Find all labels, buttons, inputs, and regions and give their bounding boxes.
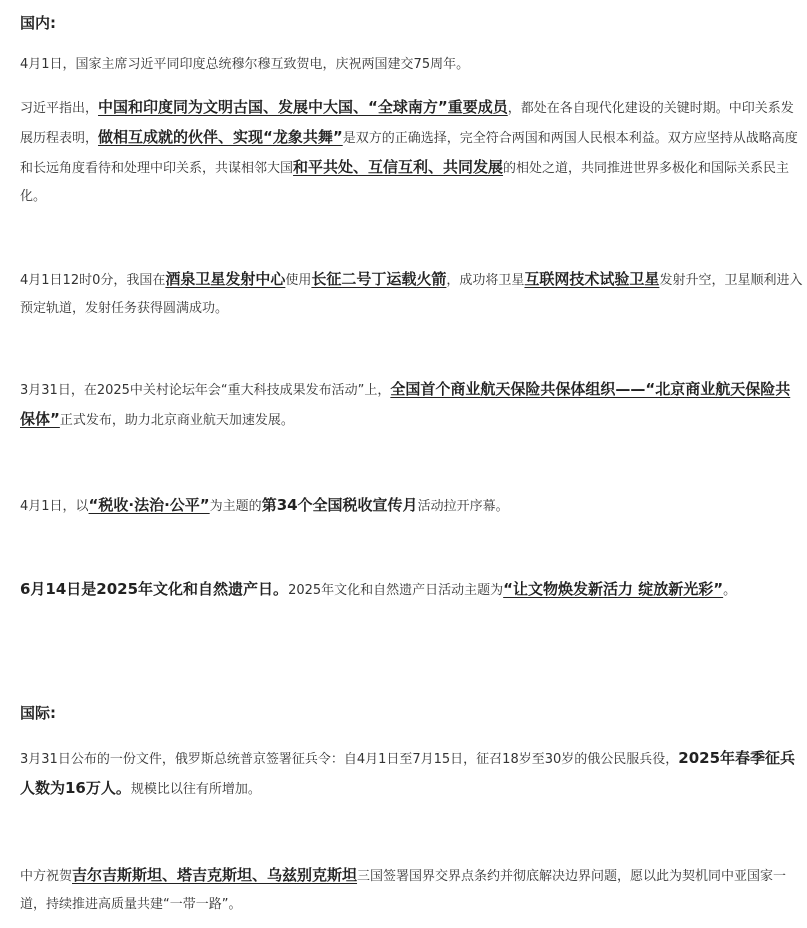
text-run: 发射升空，卫星顺利进入预定轨道，发射任务获得圆满成功。 — [20, 273, 803, 316]
text-run: 活动拉开序幕。 — [417, 499, 509, 514]
text-run: ，都处在各自现代化建设的关键时期。中印关系发展历程表明， — [20, 101, 794, 146]
highlight-link[interactable]: 长征二号丁运载火箭 — [311, 270, 447, 288]
text-run: 2025年文化和自然遗产日活动主题为 — [288, 583, 504, 598]
highlight-link[interactable]: 全国首个商业航天保险共保体组织——“北京商业航天保险共保体” — [20, 380, 791, 428]
domestic-paragraph-1: 4月1日，国家主席习近平同印度总统穆尔穆互致贺电，庆祝两国建交75周年。 — [20, 57, 470, 72]
domestic-section-title: 国内: — [20, 14, 56, 32]
text-run: ，成功将卫星 — [446, 273, 525, 288]
text-run: 正式发布，助力北京商业航天加速发展。 — [59, 413, 294, 428]
highlight-link[interactable]: 中国和印度同为文明古国、发展中大国、“全球南方”重要成员 — [98, 98, 508, 116]
highlight-link[interactable]: “让文物焕发新活力 绽放新光彩” — [503, 580, 724, 598]
domestic-paragraph-5 — [20, 491, 803, 521]
text-run: 为主题的 — [209, 499, 262, 514]
highlight-link[interactable]: 吉尔吉斯斯坦、塔吉克斯坦、乌兹别克斯坦 — [72, 866, 358, 884]
bold-text: 2025年春季征兵人数为16万人。 — [20, 749, 796, 797]
highlight-link[interactable]: 互联网技术试验卫星 — [524, 270, 660, 288]
international-paragraph-2 — [20, 861, 803, 919]
international-paragraph-1 — [20, 744, 803, 804]
text-run: 规模比以往有所增加。 — [130, 782, 261, 797]
text-run: 3月31日公布的一份文件，俄罗斯总统普京签署征兵令：自4月1日至7月15日，征召18岁至30岁的俄公民服兵役， — [20, 752, 679, 767]
highlight-link[interactable]: “税收·法治·公平” — [88, 496, 210, 514]
international-section-title: 国际: — [20, 704, 56, 722]
domestic-paragraph-3 — [20, 265, 803, 323]
bold-text: 第34个全国税收宣传月 — [261, 496, 418, 514]
text-run: 三国签署国界交界点条约并彻底解决边界问题，愿以此为契机同中亚国家一道，持续推进高质量共建“一带一路”。 — [20, 869, 787, 912]
text-run: 4月1日12时0分，我国在 — [20, 273, 166, 288]
text-run: 使用 — [285, 273, 312, 288]
highlight-link[interactable]: 酒泉卫星发射中心 — [165, 270, 286, 288]
text-run: 是双方的正确选择，完全符合两国和两国人民根本利益。双方应坚持从战略高度和长远角度看待和处理中印关系，共谋相邻大国 — [20, 131, 798, 176]
domestic-paragraph-6 — [20, 575, 803, 605]
text-run: 中方祝贺 — [20, 869, 73, 884]
highlight-link[interactable]: 做相互成就的伙伴、实现“龙象共舞” — [98, 128, 343, 146]
bold-text: 6月14日是2025年文化和自然遗产日。 — [20, 580, 289, 598]
text-run: 。 — [723, 583, 737, 598]
text-run: 4月1日，以 — [20, 499, 89, 514]
domestic-paragraph-2 — [20, 93, 803, 211]
text-run: 3月31日，在2025中关村论坛年会“重大科技成果发布活动”上， — [20, 383, 391, 398]
domestic-paragraph-4 — [20, 375, 803, 435]
text-run: 的相处之道，共同推进世界多极化和国际关系民主化。 — [20, 161, 790, 204]
text-run: 习近平指出， — [20, 101, 99, 116]
highlight-link[interactable]: 和平共处、互信互利、共同发展 — [293, 158, 504, 176]
